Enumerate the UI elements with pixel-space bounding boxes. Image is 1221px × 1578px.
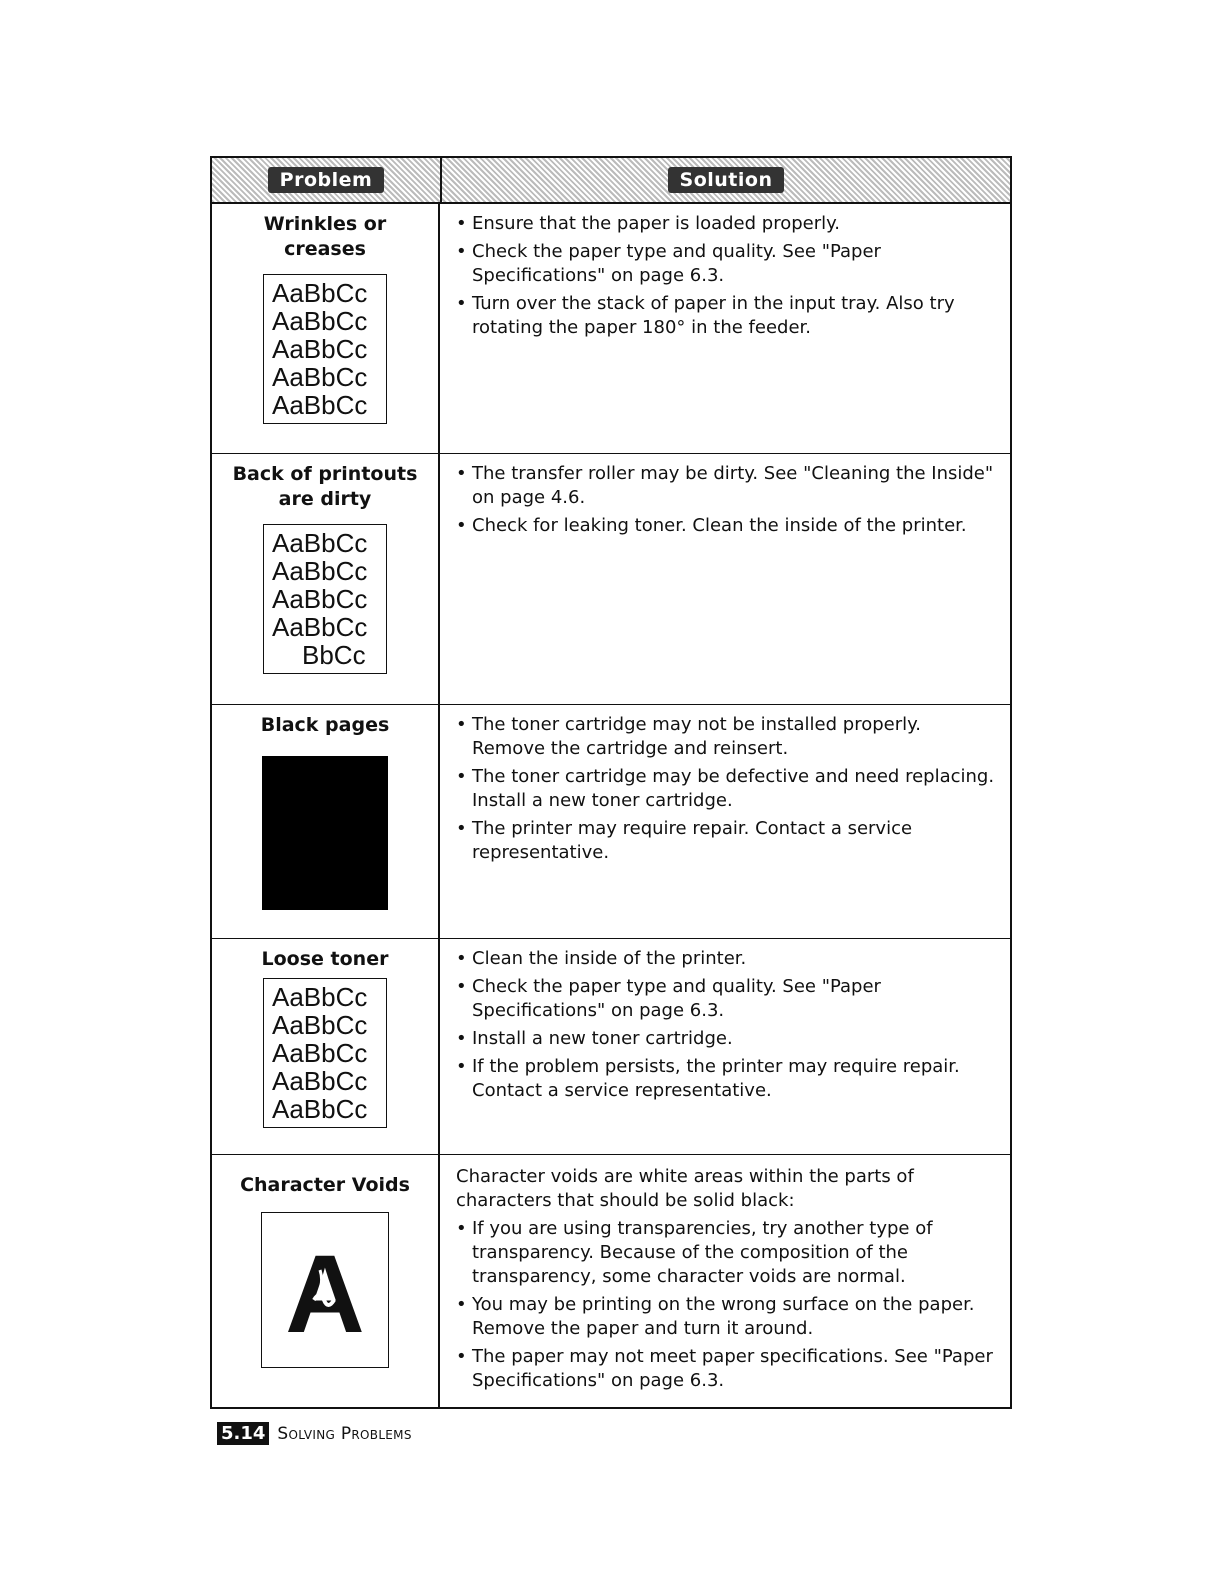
wrinkled-paper-sample [263,274,387,424]
sample-line: AaBbCc [272,278,368,308]
solution-item: • Check the paper type and quality. See "Paper Specifications" on page 6.3. [456,975,996,1023]
problem-cell [212,1155,440,1407]
letter-a-icon [280,1240,370,1340]
sample-line: AaBbCc [272,1010,368,1040]
dirty-back-sample [263,524,387,674]
solution-item: • Ensure that the paper is loaded properly. [456,212,996,236]
section-title: Solving Problems [277,1423,412,1444]
solution-item: • Check for leaking toner. Clean the inside of the printer. [456,514,996,538]
sample-line: BbCc [302,640,366,670]
problem-cell [212,705,440,938]
svg-text:A: A [285,1240,365,1340]
problem-title: Wrinkles or creases [263,213,387,260]
solution-item: • The transfer roller may be dirty. See "Cleaning the Inside" on page 4.6. [456,462,996,510]
solution-cell [440,454,1010,704]
solution-item: • The printer may require repair. Contact a service representative. [456,817,996,865]
problem-title: Character Voids [240,1174,410,1196]
problem-header-cell [212,158,442,202]
black-page-sample [262,756,388,910]
solution-item: • The toner cartridge may be defective and need replacing. Install a new toner cartridge. [456,765,996,813]
problem-cell [212,204,440,453]
table-row [212,454,1010,705]
sample-line: AaBbCc [272,982,368,1012]
problem-title: Loose toner [261,948,389,970]
solution-item: • If the problem persists, the printer may require repair. Contact a service representative. [456,1055,996,1103]
problem-title: Back of printouts are dirty [232,463,418,510]
table-row [212,705,1010,939]
solution-cell [440,939,1010,1154]
problem-solution-table [210,156,1012,1409]
sample-line: AaBbCc [272,584,368,614]
sample-line: AaBbCc [272,528,368,558]
solution-cell [440,705,1010,938]
page-number: 5.14 [217,1422,269,1445]
sample-line: AaBbCc [272,1066,368,1096]
table-header [212,158,1010,204]
solution-header-cell [442,158,1010,202]
sample-line: AaBbCc [272,612,368,642]
solution-item: • You may be printing on the wrong surface on the paper. Remove the paper and turn it around. [456,1293,996,1341]
sample-line: AaBbCc [272,334,368,364]
solution-cell [440,1155,1010,1407]
table-row [212,204,1010,454]
page-footer [217,1422,412,1445]
sample-line: AaBbCc [272,1094,368,1124]
problem-header-label: Problem [268,167,385,193]
solution-item: • The paper may not meet paper specifications. See "Paper Specifications" on page 6.3. [456,1345,996,1393]
solution-item: • Turn over the stack of paper in the input tray. Also try rotating the paper 180° in the feeder. [456,292,996,340]
sample-line: AaBbCc [272,390,368,420]
sample-line: AaBbCc [272,362,368,392]
loose-toner-sample [263,978,387,1128]
solution-item: • Check the paper type and quality. See "Paper Specifications" on page 6.3. [456,240,996,288]
solution-item: • Clean the inside of the printer. [456,947,996,971]
solution-intro: Character voids are white areas within the parts of characters that should be solid black: [456,1166,914,1211]
solution-header-label: Solution [668,167,785,193]
sample-line: AaBbCc [272,306,368,336]
problem-cell [212,454,440,704]
table-row [212,939,1010,1155]
table-row [212,1155,1010,1407]
solution-item: • The toner cartridge may not be installed properly. Remove the cartridge and reinsert. [456,713,996,761]
solution-cell [440,204,1010,453]
solution-item: • Install a new toner cartridge. [456,1027,996,1051]
character-void-sample [261,1212,389,1368]
problem-title: Black pages [260,714,390,736]
sample-line: AaBbCc [272,556,368,586]
sample-line: AaBbCc [272,1038,368,1068]
problem-cell [212,939,440,1154]
solution-item: • If you are using transparencies, try another type of transparency. Because of the composition of the transparency, some character voids are normal. [456,1217,996,1289]
